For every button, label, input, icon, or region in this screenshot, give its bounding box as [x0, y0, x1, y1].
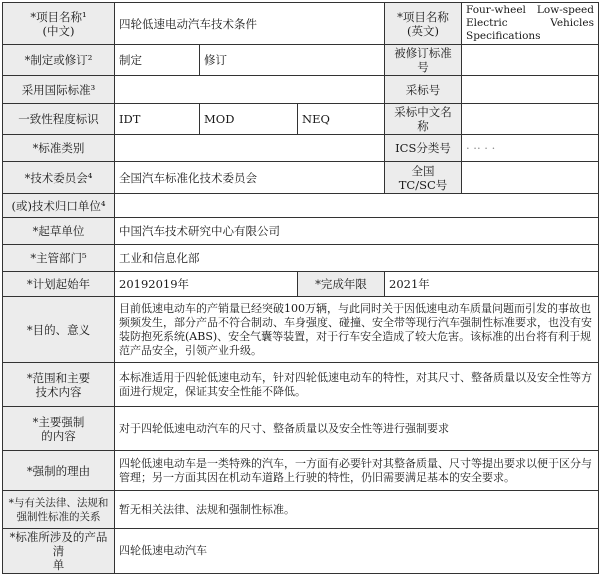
row-drafting-unit: [3, 218, 599, 245]
label-tc-sc-no: 全国 TC/SC号: [385, 162, 462, 194]
label-revision-type: *制定或修订²: [3, 45, 115, 76]
value-committee: 全国汽车标准化技术委员会: [115, 162, 385, 194]
label-purpose: *目的、意义: [3, 297, 115, 363]
value-adoption-cn-name: [462, 104, 599, 135]
label-ics: ICS分类号: [385, 135, 462, 162]
row-law-relation: [3, 491, 599, 529]
label-scope: *范围和主要 技术内容: [3, 363, 115, 407]
value-scope: 本标准适用于四轮低速电动车，针对四轮低速电动车的特性，对其尺寸、整备质量以及安全性等方面进行规定，保证其安全性能不降低。: [115, 363, 599, 407]
row-technical-unit: [3, 194, 599, 218]
value-product-list: 四轮低速电动汽车: [115, 529, 599, 574]
row-product-list: [3, 529, 599, 574]
label-law-relation: *与有关法律、法规和 强制性标准的关系: [3, 491, 115, 529]
label-drafting-unit: *起草单位: [3, 218, 115, 245]
standard-project-form: [2, 2, 599, 574]
value-start-year: 20192019年: [115, 272, 298, 297]
value-ics: · ·· · ·: [462, 135, 599, 162]
label-adoption-cn-name: 采标中文名称: [385, 104, 462, 135]
label-name-cn: *项目名称¹ (中文): [3, 3, 115, 45]
value-technical-unit: [115, 194, 599, 218]
value-purpose: 目前低速电动车的产销量已经突破100万辆，与此同时关于因低速电动车质量问题而引发的事故也频频发生，部分产品不符合制动、车身强度、碰撞、安全带等现行汽车强制性标准要求，也没有安装防抱死系统(ABS)、安全气囊等装置，对于行车安全造成了较大危害。该标准的出台将有利于规范产品安全，引领产业升级。: [115, 297, 599, 363]
row-consistency: [3, 104, 599, 135]
label-product-list: *标准所涉及的产品清 单: [3, 529, 115, 574]
label-category: *标准类别: [3, 135, 115, 162]
value-completion-year: 2021年: [385, 272, 599, 297]
label-international-standard: 采用国际标准³: [3, 76, 115, 104]
option-revise: 修订: [200, 45, 385, 76]
label-consistency: 一致性程度标识: [3, 104, 115, 135]
value-name-en: Four-wheel Low-speed Electric Vehicles Specifications: [462, 3, 599, 45]
label-adoption-no: 采标号: [385, 76, 462, 104]
row-scope: [3, 363, 599, 407]
row-mandatory-content: [3, 407, 599, 451]
row-category: [3, 135, 599, 162]
label-completion-year: *完成年限: [298, 272, 385, 297]
value-adoption-no: [462, 76, 599, 104]
value-category: [115, 135, 385, 162]
label-mandatory-content: *主要强制 的内容: [3, 407, 115, 451]
row-department: [3, 245, 599, 272]
label-name-en: *项目名称 (英文): [385, 3, 462, 45]
row-purpose: [3, 297, 599, 363]
label-technical-unit: (或)技术归口单位⁴: [3, 194, 115, 218]
value-revised-standard-no: [462, 45, 599, 76]
row-revision-type: [3, 45, 599, 76]
row-mandatory-reason: [3, 451, 599, 491]
label-revised-standard-no: 被修订标准号: [385, 45, 462, 76]
row-plan-years: [3, 272, 599, 297]
value-drafting-unit: 中国汽车技术研究中心有限公司: [115, 218, 599, 245]
value-mandatory-content: 对于四轮低速电动汽车的尺寸、整备质量以及安全性等进行强制要求: [115, 407, 599, 451]
option-draft: 制定: [115, 45, 200, 76]
value-name-cn: 四轮低速电动汽车技术条件: [115, 3, 385, 45]
label-committee: *技术委员会⁴: [3, 162, 115, 194]
value-tc-sc-no: [462, 162, 599, 194]
row-international-standard: [3, 76, 599, 104]
value-department: 工业和信息化部: [115, 245, 599, 272]
label-start-year: *计划起始年: [3, 272, 115, 297]
option-idt: IDT: [115, 104, 200, 135]
label-mandatory-reason: *强制的理由: [3, 451, 115, 491]
value-mandatory-reason: 四轮低速电动车是一类特殊的汽车，一方面有必要针对其整备质量、尺寸等提出要求以便于区分与管理；另一方面其因在机动车道路上行驶的特性，仍旧需要满足基本的安全要求。: [115, 451, 599, 491]
option-mod: MOD: [200, 104, 298, 135]
label-department: *主管部门⁵: [3, 245, 115, 272]
option-neq: NEQ: [298, 104, 385, 135]
row-committee: [3, 162, 599, 194]
value-law-relation: 暂无相关法律、法规和强制性标准。: [115, 491, 599, 529]
value-international-standard: [115, 76, 385, 104]
row-project-name: [3, 3, 599, 45]
